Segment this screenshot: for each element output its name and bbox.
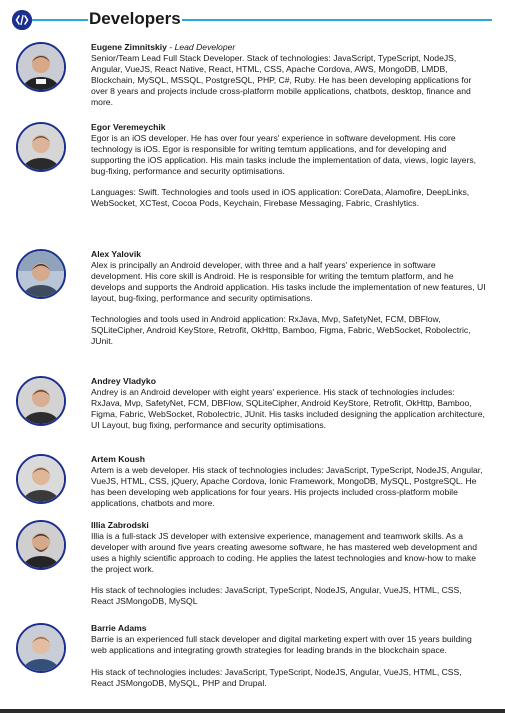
- dev-logo-icon: [12, 10, 32, 30]
- header-accent-line-right: [182, 19, 492, 21]
- member-name: Andrey Vladyko: [91, 376, 156, 386]
- member-name: Barrie Adams: [91, 623, 147, 633]
- bio-paragraph: Egor is an iOS developer. He has over four years' experience in software development. His core technology is iOS. Egor is responsible for writing temtum applications, and for developing and supporting the iOS application. His main tasks include the implementation of data, views, logic layers, bug-fixing, performance and security optimisations.: [91, 132, 477, 176]
- bio-paragraph: Illia is a full-stack JS developer with extensive experience, management and teamwork skills. As a developer with around five years creating awesome software, he has mastered web development and uses a highly scientific approach to coding. He applies the latest technologies and know-how to make the project work.: [91, 530, 477, 574]
- role-separator: -: [166, 42, 175, 52]
- avatar: [16, 454, 66, 504]
- member-name: Alex Yalovik: [91, 249, 142, 259]
- bio-paragraph: Andrey is an Android developer with eight years' experience. His stack of technologies includes: RxJava, Mvp, SafetyNet, FCM, DBFlow, SQLiteCipher, Android KeyStore, Retrofit, OkHttp, Bamboo, Figma, Fabric, WebSocket, Robolectric, JUnit. His tasks included designing the application architecture, UI Layout, bug fixing, performance and security optimisations.: [91, 386, 485, 430]
- member-name: Artem Koush: [91, 454, 145, 464]
- member-bio: [91, 376, 486, 431]
- bio-paragraph: Barrie is an experienced full stack developer and digital marketing expert with over 15 years building web applications and integrating growth strategies for leading brands in the blockchain space.: [91, 633, 472, 655]
- bio-paragraph: Technologies and tools used in Android application: RxJava, Mvp, SafetyNet, FCM, DBFlow, SQLiteCipher, Android KeyStore, Retrofit, OkHttp, Bamboo, Figma, Fabric, WebSocket, Robolectric, JUnit.: [91, 314, 471, 347]
- member-bio: [91, 520, 486, 607]
- avatar: [16, 623, 66, 673]
- avatar: [16, 42, 66, 92]
- member-bio: [91, 623, 486, 688]
- member-name: Illia Zabrodski: [91, 520, 149, 530]
- bio-paragraph: His stack of technologies includes: JavaScript, TypeScript, NodeJS, Angular, VueJS, HTML, CSS, React JSMongoDB, MySQL, PHP and Drupal.: [91, 666, 462, 688]
- member-bio: [91, 249, 486, 347]
- avatar: [16, 376, 66, 426]
- avatar: [16, 122, 66, 172]
- member-bio: [91, 454, 486, 509]
- member-name: Egor Veremeychik: [91, 122, 166, 132]
- section-header: [12, 8, 492, 32]
- member-bio: [91, 122, 486, 209]
- bio-paragraph: Languages: Swift. Technologies and tools used in iOS application: CoreData, Alamofire, DeepLinks, WebSocket, XCTest, Cocoa Pods, Keychain, Firebase Messaging, Fabric, Crashlytics.: [91, 187, 470, 209]
- member-role: Lead Developer: [174, 42, 236, 52]
- header-accent-line-left: [32, 19, 88, 21]
- page-bottom-border: [0, 709, 505, 713]
- bio-paragraph: Alex is principally an Android developer, with three and a half years' experience in software development. His core skill is Android. He is responsible for writing the temtum platform, and he develops and supports the Android application. His tasks include the implementation of new features, UI layout, bug-fixing, performance and security optimisations.: [91, 259, 486, 303]
- member-name: Eugene Zimnitskiy: [91, 42, 167, 52]
- member-bio: [91, 42, 486, 107]
- avatar: [16, 520, 66, 570]
- bio-paragraph: Artem is a web developer. His stack of technologies includes: JavaScript, TypeScript, NodeJS, Angular, VueJS, HTML, CSS, jQuery, Apache Cordova, Ionic Framework, MongoDB, MySQL, PostgreSQL. He has been developing web applications for four years. His projects included cross-platform mobile applications, chatbots and more.: [91, 464, 483, 508]
- page-title: Developers: [89, 8, 187, 30]
- bio-paragraph: His stack of technologies includes: JavaScript, TypeScript, NodeJS, Angular, VueJS, HTML, CSS, React JSMongoDB, MySQL: [91, 585, 462, 607]
- bio-paragraph: Senior/Team Lead Full Stack Developer. Stack of technologies: JavaScript, TypeScript, NodeJS, Angular, VueJS, React Native, React, HTML, CSS, Apache Cordova, AWS, MongoDB, LMDB, Blockchain, MySQL, MSSQL, PostgreSQL, PHP, C#, Ruby. He has been developing applications for over 8 years and projects include cross-platform mobile applications, chatbots, desktop, finance and more.: [91, 52, 472, 107]
- avatar: [16, 249, 66, 299]
